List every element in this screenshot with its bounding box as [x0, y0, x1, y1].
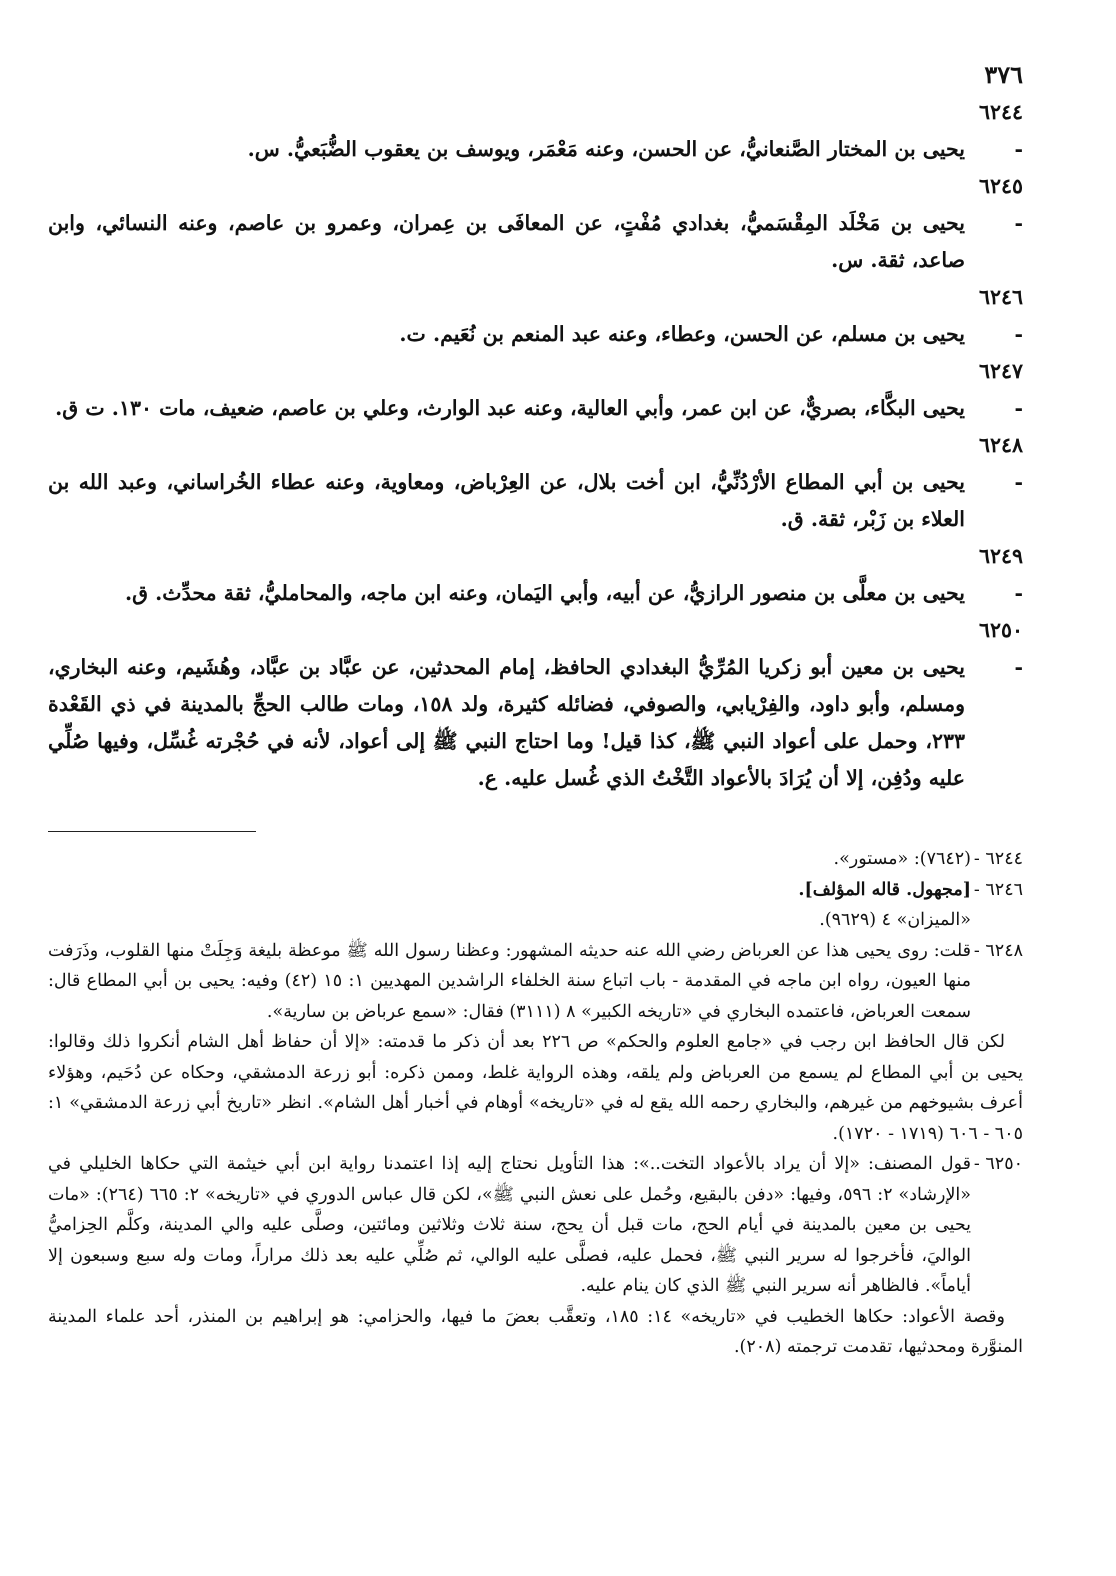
- entry-text: يحيى بن مسلم، عن الحسن، وعطاء، وعنه عبد المنعم بن نُعَيم. ت.: [399, 322, 965, 346]
- entry-6246: [48, 279, 1023, 353]
- footnote-text: [مجهول. قاله المؤلف].: [798, 879, 971, 900]
- footnote-text: وقصة الأعواد: حكاها الخطيب في «تاريخه» ١٤: ١٨٥، وتعقَّب بعضَ ما فيها، والحزامي: هو إبراهيم بن المنذر، أحد علماء المدينة المنوَّرة ومحدثيها، تقدمت ترجمته (٢٠٨).: [48, 1306, 1023, 1357]
- page-number: ٣٧٦: [984, 60, 1023, 89]
- footnote-text: قلت: روى يحيى هذا عن العرباض رضي الله عنه حديثه المشهور: وعظنا رسول الله ﷺ موعظة بليغة وَجِلَتْ منها القلوب، وذَرَفت منها العيون، رواه ابن ماجه في المقدمة - باب اتباع سنة الخلفاء الراشدين المهديين ١: ١٥ (٤٢) وفيه: يحيى بن أبي المطاع قال: سمعت العرباض، فاعتمده البخاري في «تاريخه الكبير» ٨ (٣١١١) فقال: «سمع عرباض بن سارية».: [48, 940, 972, 1022]
- footnote-number: ٦٢٤٤ -: [973, 849, 1023, 869]
- main-text: [48, 94, 1023, 797]
- footnote-text: لكن قال الحافظ ابن رجب في «جامع العلوم والحكم» ص ٢٢٦ بعد أن ذكر ما قدمته: «إلا أن حفاظ أهل الشام أنكروا ذلك وقالوا: يحيى بن أبي المطاع لم يسمع من العرباض ولم يلقه، وهذه الرواية غلط، وممن ذكره: أبو زرعة الدمشقي، وحكاه عن دُحَيم، وهؤلاء أعرف بشيوخهم من غيرهم، والبخاري رحمه الله يقع له في «تاريخه» أوهام في أخبار أهل الشام». انظر «تاريخ أبي زرعة الدمشقي» ١: ٦٠٥ - ٦٠٦ (١٧١٩ - ١٧٢٠).: [48, 1032, 1023, 1144]
- footnote-text: «الميزان» ٤ (٩٦٢٩).: [819, 910, 971, 930]
- entry-number: ٦٢٤٤ -: [978, 100, 1023, 161]
- entry-number: ٦٢٤٧ -: [978, 359, 1023, 420]
- entry-6247: [48, 353, 1023, 427]
- footnote-6248: [48, 936, 1023, 1028]
- entry-6245: [48, 168, 1023, 279]
- entry-number: ٦٢٥٠ -: [978, 618, 1023, 679]
- entry-text: يحيى بن معين أبو زكريا المُرِّيُّ البغدادي الحافظ، إمام المحدثين، عن عبَّاد بن عبَّاد، وهُشَيم، وعنه البخاري، ومسلم، وأبو داود، والفِرْيابي، والصوفي، فضائله كثيرة، ولد ١٥٨، ومات طالب الحجِّ بالمدينة في ذي القَعْدة ٢٣٣، وحمل على أعواد النبي ﷺ، كذا قيل! وما احتاج النبي ﷺ إلى أعواد، لأنه في حُجْرته غُسِّل، وفيها صُلِّي عليه ودُفِن، إلا أن يُرَادَ بالأعواد التَّخْتُ الذي غُسل عليه. ع.: [48, 655, 965, 790]
- entry-6249: [48, 538, 1023, 612]
- footnote-text: (٧٦٤٢): «مستور».: [833, 849, 971, 869]
- entry-6248: [48, 427, 1023, 538]
- entry-text: يحيى بن معلَّى بن منصور الرازيُّ، عن أبيه، وأبي اليَمان، وعنه ابن ماجه، والمحامليُّ، ثقة محدِّث. ق.: [124, 581, 965, 605]
- entry-6244: [48, 94, 1023, 168]
- footnote-number: ٦٢٥٠ -: [973, 1154, 1023, 1174]
- entry-text: يحيى بن مَخْلَد المِقْسَميُّ، بغدادي مُفْتٍ، عن المعافَى بن عِمران، وعمرو بن عاصم، وعنه النسائي، وابن صاعد، ثقة. س.: [48, 211, 965, 272]
- footnote-text: قول المصنف: «إلا أن يراد بالأعواد التخت..»: هذا التأويل نحتاج إليه إذا اعتمدنا رواية ابن أبي خيثمة التي حكاها الخليلي في «الإرشاد» ٢: ٥٩٦، وفيها: «دفن بالبقيع، وحُمل على نعش النبي ﷺ»، لكن قال عباس الدوري في «تاريخه» ٢: ٦٦٥ (٢٦٤): «مات يحيى بن معين بالمدينة في أيام الحج، مات قبل أن يحج، سنة ثلاث وثلاثين ومائتين، وصلَّى عليه والي المدينة، وكلَّم الحِزاميُّ الواليَ، فأخرجوا له سرير النبي ﷺ، فحمل عليه، فصلَّى عليه الوالي، ثم صُلِّي عليه بعد ذلك مراراً، ومات وله سبع وسبعون إلا أياماً». فالظاهر أنه سرير النبي ﷺ الذي كان ينام عليه.: [48, 1154, 971, 1296]
- footnote-6244: [48, 844, 1023, 875]
- entry-number: ٦٢٤٩ -: [978, 544, 1023, 605]
- entry-number: ٦٢٤٥ -: [978, 174, 1023, 235]
- entry-text: يحيى البكَّاء، بصريٌّ، عن ابن عمر، وأبي العالية، وعنه عبد الوارث، وعلي بن عاصم، ضعيف، مات ١٣٠. ت ق.: [55, 396, 965, 420]
- footnote-6248-continued: [48, 1027, 1023, 1149]
- footnote-6250-continued: [48, 1302, 1023, 1363]
- footnotes: [48, 844, 1023, 1363]
- footnote-6250: [48, 1149, 1023, 1302]
- entry-text: يحيى بن أبي المطاع الأرْدُنِّيُّ، ابن أخت بلال، عن العِرْباض، ومعاوية، وعنه عطاء الخُراساني، وعبد الله بن العلاء بن زَبْر، ثقة. ق.: [48, 470, 965, 531]
- entry-text: يحيى بن المختار الصَّنعانيُّ، عن الحسن، وعنه مَعْمَر، ويوسف بن يعقوب الضُّبَعيُّ. س.: [247, 137, 965, 161]
- footnote-6246: [48, 875, 1023, 906]
- entry-number: ٦٢٤٦ -: [978, 285, 1023, 346]
- footnote-number: ٦٢٤٦ -: [973, 879, 1023, 900]
- footnote-6246-ref: [48, 905, 1023, 936]
- entry-number: ٦٢٤٨ -: [978, 433, 1023, 494]
- book-page: [48, 60, 1023, 1363]
- footnote-separator: [48, 831, 256, 832]
- footnote-number: ٦٢٤٨ -: [973, 940, 1023, 961]
- entry-6250: [48, 612, 1023, 797]
